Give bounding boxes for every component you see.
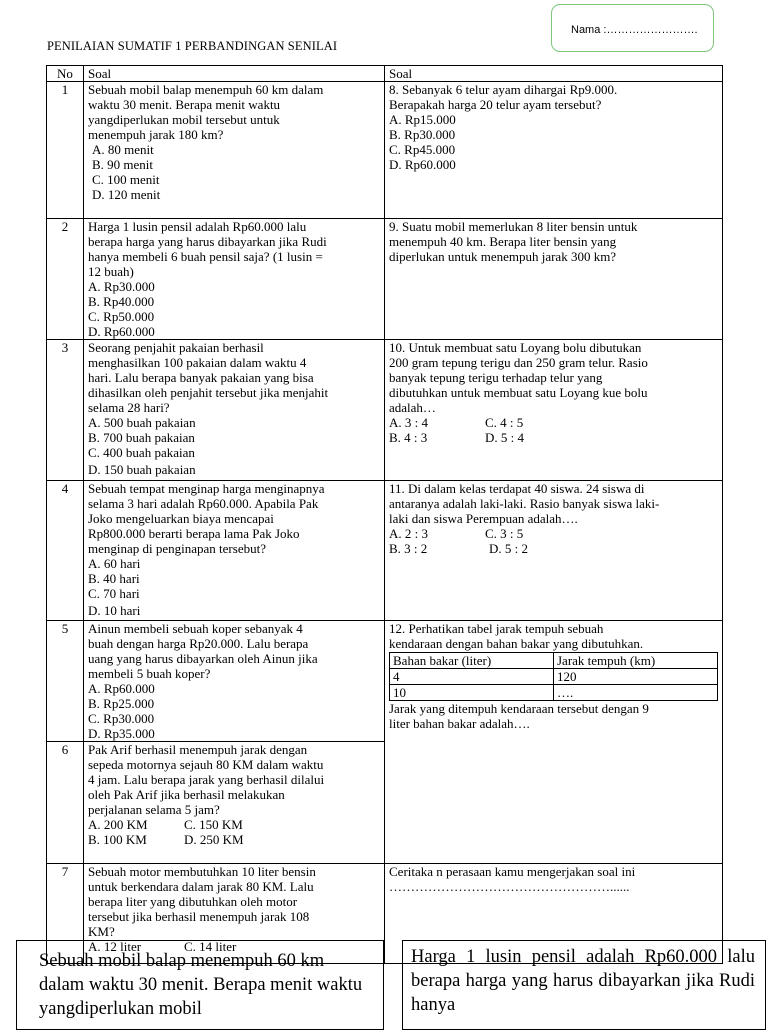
text-line: 4 jam. Lalu berapa jarak yang berhasil dilalui bbox=[88, 772, 325, 787]
option: D. 5 : 2 bbox=[489, 541, 528, 556]
option: D. Rp35.000 bbox=[88, 726, 155, 741]
text-line: dihasilkan oleh penjahit tersebut jika menjahit bbox=[88, 385, 329, 400]
header-no: No bbox=[47, 66, 84, 82]
text-line: adalah… bbox=[389, 400, 436, 415]
option: A. 12 liter bbox=[88, 939, 142, 954]
option: D. 150 buah pakaian bbox=[88, 462, 196, 477]
option: C. 70 hari bbox=[88, 586, 140, 601]
question-4 bbox=[84, 481, 385, 621]
text-line: Sebuah mobil balap menempuh 60 km dalam bbox=[88, 82, 324, 97]
option: A. 500 buah pakaian bbox=[88, 415, 196, 430]
option: A. Rp60.000 bbox=[88, 681, 155, 696]
text-line: menghasilkan 100 pakaian dalam waktu 4 bbox=[88, 355, 307, 370]
option: B. Rp40.000 bbox=[88, 294, 155, 309]
option: B. Rp30.000 bbox=[389, 127, 456, 142]
table-row bbox=[47, 82, 723, 219]
option: C. Rp30.000 bbox=[88, 711, 155, 726]
table-header-row bbox=[47, 66, 723, 82]
text-line: Rp800.000 berarti berapa lama Pak Joko bbox=[88, 526, 300, 541]
option: B. 700 buah pakaian bbox=[88, 430, 195, 445]
text-line: selama 3 hari adalah Rp60.000. Apabila Pak bbox=[88, 496, 319, 511]
row-number: 2 bbox=[47, 219, 84, 340]
option: A. Rp30.000 bbox=[88, 279, 155, 294]
option: D. 120 menit bbox=[92, 187, 161, 202]
question-12 bbox=[385, 621, 723, 864]
question-table bbox=[46, 65, 723, 964]
text-line: yangdiperlukan mobil tersebut untuk bbox=[88, 112, 280, 127]
question-10 bbox=[385, 340, 723, 481]
option: A. 80 menit bbox=[92, 142, 154, 157]
text-line: kendaraan dengan bahan bakar yang dibutuhkan. bbox=[389, 636, 644, 651]
text-line: laki dan siswa Perempuan adalah…. bbox=[389, 511, 578, 526]
text-line: Sebuah motor membutuhkan 10 liter bensin bbox=[88, 864, 316, 879]
table-row bbox=[47, 219, 723, 340]
text-line: 10. Untuk membuat satu Loyang bolu dibutukan bbox=[389, 340, 642, 355]
question-8 bbox=[385, 82, 723, 219]
text-line: sepeda motornya sejauh 80 KM dalam waktu bbox=[88, 757, 324, 772]
table-row bbox=[47, 340, 723, 481]
text-line: perjalanan selama 5 jam? bbox=[88, 802, 220, 817]
text-line: menempuh 40 km. Berapa liter bensin yang bbox=[389, 234, 617, 249]
table-row bbox=[47, 481, 723, 621]
option: C. 14 liter bbox=[184, 939, 237, 954]
text-line: banyak tepung terigu terhadap telur yang bbox=[389, 370, 603, 385]
row-number: 5 bbox=[47, 621, 84, 742]
fuel-distance-table bbox=[389, 652, 718, 701]
text-line: menginap di penginapan tersebut? bbox=[88, 541, 266, 556]
question-11 bbox=[385, 481, 723, 621]
option-pair bbox=[88, 817, 380, 832]
question-2 bbox=[84, 219, 385, 340]
option: D. 10 hari bbox=[88, 603, 141, 618]
text-line: berapa liter yang dibutuhkan oleh motor bbox=[88, 894, 298, 909]
option: B. 4 : 3 bbox=[389, 430, 428, 445]
text-line: selama 28 hari? bbox=[88, 400, 170, 415]
table-cell: …. bbox=[553, 685, 717, 701]
header-soal-left: Soal bbox=[84, 66, 385, 82]
text-line: 12. Perhatikan tabel jarak tempuh sebuah bbox=[389, 621, 604, 636]
text-line: hanya membeli 6 buah pensil saja? (1 lusin = bbox=[88, 249, 323, 264]
row-number: 4 bbox=[47, 481, 84, 621]
row-number: 1 bbox=[47, 82, 84, 219]
text-line: Seorang penjahit pakaian berhasil bbox=[88, 340, 264, 355]
option: C. Rp50.000 bbox=[88, 309, 155, 324]
text-line: 9. Suatu mobil memerlukan 8 liter bensin untuk bbox=[389, 219, 638, 234]
name-field-box bbox=[551, 4, 714, 52]
text-line: Jarak yang ditempuh kendaraan tersebut dengan 9 bbox=[389, 701, 649, 716]
option-pair bbox=[88, 832, 380, 847]
option: D. Rp60.000 bbox=[389, 157, 456, 172]
page-title: PENILAIAN SUMATIF 1 PERBANDINGAN SENILAI bbox=[47, 39, 338, 53]
text-line: KM? bbox=[88, 924, 115, 939]
text-line: 12 buah) bbox=[88, 264, 134, 279]
text-line: Berapakah harga 20 telur ayam tersebut? bbox=[389, 97, 602, 112]
option: A. Rp15.000 bbox=[389, 112, 456, 127]
option: C. 100 menit bbox=[92, 172, 160, 187]
table-cell: 4 bbox=[390, 669, 554, 685]
table-cell: 10 bbox=[390, 685, 554, 701]
option-pair bbox=[389, 526, 718, 541]
option: C. 4 : 5 bbox=[485, 415, 524, 430]
text-line: Harga 1 lusin pensil adalah Rp60.000 lalu bbox=[88, 219, 307, 234]
option: B. Rp25.000 bbox=[88, 696, 155, 711]
option: C. Rp45.000 bbox=[389, 142, 456, 157]
text-line: diperlukan untuk menempuh jarak 300 km? bbox=[389, 249, 617, 264]
row-number: 3 bbox=[47, 340, 84, 481]
option: A. 200 KM bbox=[88, 817, 148, 832]
header-soal-right: Soal bbox=[385, 66, 723, 82]
option: A. 2 : 3 bbox=[389, 526, 428, 541]
text-line: Sebuah tempat menginap harga menginapnya bbox=[88, 481, 325, 496]
text-line: liter bahan bakar adalah…. bbox=[389, 716, 530, 731]
row-number: 7 bbox=[47, 864, 84, 964]
option: C. 150 KM bbox=[184, 817, 243, 832]
table-cell: 120 bbox=[553, 669, 717, 685]
text-line: Ceritaka n perasaan kamu mengerjakan soal ini bbox=[389, 864, 636, 879]
text-line: 11. Di dalam kelas terdapat 40 siswa. 24 siswa di bbox=[389, 481, 645, 496]
option: B. 40 hari bbox=[88, 571, 140, 586]
text-line: dibutuhkan untuk membuat satu Loyang kue bolu bbox=[389, 385, 648, 400]
text-line: antaranya adalah laki-laki. Rasio banyak siswa laki- bbox=[389, 496, 660, 511]
question-1 bbox=[84, 82, 385, 219]
text-line: tersebut jika berhasil menempuh jarak 108 bbox=[88, 909, 310, 924]
option-pair bbox=[389, 415, 718, 430]
text-line: hari. Lalu berapa banyak pakaian yang bisa bbox=[88, 370, 314, 385]
text-line: menempuh jarak 180 km? bbox=[88, 127, 224, 142]
option: A. 60 hari bbox=[88, 556, 141, 571]
table-header-cell: Bahan bakar (liter) bbox=[390, 653, 554, 669]
table-row bbox=[47, 621, 723, 742]
text-line: Ainun membeli sebuah koper sebanyak 4 bbox=[88, 621, 303, 636]
text-line: membeli 5 buah koper? bbox=[88, 666, 211, 681]
text-line: 200 gram tepung terigu dan 250 gram telur. Rasio bbox=[389, 355, 648, 370]
answer-line: ……………………………………………...... bbox=[389, 879, 630, 894]
text-line: waktu 30 menit. Berapa menit waktu bbox=[88, 97, 281, 112]
enlarged-question-2-box: Harga 1 lusin pensil adalah Rp60.000 lalu berapa harga yang harus dibayarkan jika Rudi hanya bbox=[402, 940, 766, 1030]
enlarged-question-1-box: Sebuah mobil balap menempuh 60 km dalam waktu 30 menit. Berapa menit waktu yangdiperlukan mobil bbox=[16, 940, 384, 1030]
text-line: berapa harga yang harus dibayarkan jika Rudi bbox=[88, 234, 327, 249]
option: D. Rp60.000 bbox=[88, 324, 155, 339]
option-pair bbox=[389, 541, 718, 556]
text-line: Joko mengeluarkan biaya mencapai bbox=[88, 511, 274, 526]
question-6 bbox=[84, 742, 385, 864]
text-line: oleh Pak Arif jika berhasil melakukan bbox=[88, 787, 285, 802]
option: B. 90 menit bbox=[92, 157, 154, 172]
option: B. 3 : 2 bbox=[389, 541, 428, 556]
text-line: uang yang harus dibayarkan oleh Ainun jika bbox=[88, 651, 318, 666]
option: C. 400 buah pakaian bbox=[88, 445, 195, 460]
question-9 bbox=[385, 219, 723, 340]
text-line: Pak Arif berhasil menempuh jarak dengan bbox=[88, 742, 308, 757]
option: D. 5 : 4 bbox=[485, 430, 524, 445]
text-line: untuk berkendara dalam jarak 80 KM. Lalu bbox=[88, 879, 314, 894]
option: C. 3 : 5 bbox=[485, 526, 524, 541]
name-label: Nama :……………………. bbox=[571, 24, 698, 36]
text-line: buah dengan harga Rp20.000. Lalu berapa bbox=[88, 636, 309, 651]
table-header-cell: Jarak tempuh (km) bbox=[553, 653, 717, 669]
question-5 bbox=[84, 621, 385, 742]
row-number: 6 bbox=[47, 742, 84, 864]
option: A. 3 : 4 bbox=[389, 415, 428, 430]
option: D. 250 KM bbox=[184, 832, 244, 847]
question-3 bbox=[84, 340, 385, 481]
option: B. 100 KM bbox=[88, 832, 147, 847]
option-pair bbox=[389, 430, 718, 445]
text-line: 8. Sebanyak 6 telur ayam dihargai Rp9.000. bbox=[389, 82, 618, 97]
